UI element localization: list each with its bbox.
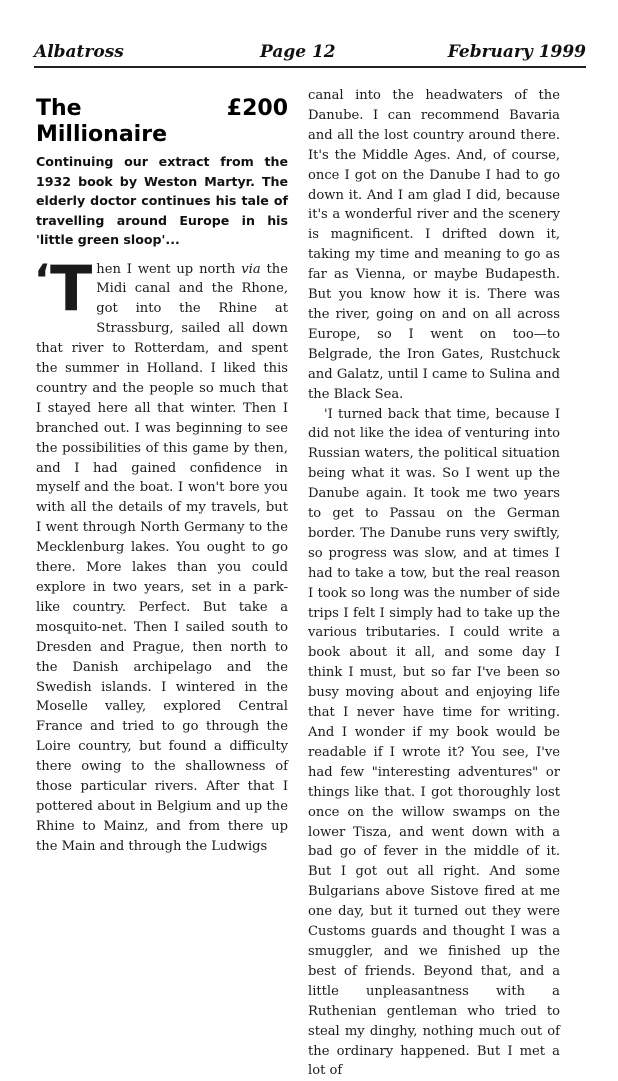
dropcap-letter: T (50, 260, 92, 320)
magazine-name: Albatross (34, 42, 124, 62)
right-column (308, 86, 560, 1081)
body-paragraph-2: 'I turned back that time, because I did not like the idea of venturing into Russian waters, the political situation being what it was. So I went up the Danube again. It took me two years to get to Passau on the German border. The Danube runs very swiftly, so progress was slow, and at times I had to take a tow, but the real reason I took so long was the number of side trips I felt I simply had to take up the various tributaries. I could write a book about it all, and some day I think I must, but so far I've been so busy moving about and enjoying life that I never have time for writing. And I wonder if my book would be readable if I wrote it? You see, I've had few "interesting adventures" or things like that. I got thoroughly lost once on the willow swamps on the lower Tisza, and went down with a bad go of fever in the middle of it. But I got out all right. And some Bulgarians above Sistove fired at me one day, but it turned out they were Customs guards and thought I was a smuggler, and we finished up the best of friends. Beyond that, and a little unpleasantness with a Ruthenian gentleman who tried to steal my dinghy, nothing much out of the ordinary happened. But I met a lot of (308, 405, 560, 1081)
para1-via: via (241, 262, 260, 277)
issue-date: February 1999 (448, 42, 586, 62)
page-header (34, 36, 586, 68)
dropcap-quote: ‘ (34, 260, 50, 306)
para1-start: hen I went up north (96, 262, 241, 277)
para1-rest: the Midi canal and the Rhone, got into the Rhine at Strassburg, sailed all down that river to Rotterdam, and spent the summer in Holland. I liked this country and the people so much that I stayed here all that winter. Then I branched out. I was beginning to see the possibilities of this game by then, and I had gained confidence in myself and the boat. I won't bore you with all the details of my travels, but I went through North Germany to the Mecklenburg lakes. You ought to go there. More lakes than you could explore in two years, set in a park-like country. Perfect. But take a mosquito-net. Then I sailed south to Dresden and Prague, then north to the Danish archipelago and the Swedish islands. I wintered in the Moselle valley, explored Central France and tried to go through the Loire country, but found a difficulty there owing to the shallowness of those particular rivers. After that I pottered about in Belgium and up the Rhine to Mainz, and from there up the Main and through the Ludwigs (36, 262, 288, 854)
page-number: Page 12 (260, 42, 336, 62)
left-column (36, 96, 288, 857)
article-standfirst: Continuing our extract from the 1932 book by Weston Martyr. The elderly doctor continues his tale of travelling around Europe in his 'little green sloop'... (36, 152, 288, 250)
article-title: The £200 Millionaire (36, 96, 288, 148)
para1-continued: canal into the headwaters of the Danube. I can recommend Bavaria and all the lost country around there. It's the Middle Ages. And, of course, once I got on the Danube I had to go down it. And I am glad I did, because it's a wonderful river and the scenery is magnificent. I drifted down it, taking my time and meaning to go as far as Vienna, or maybe Budapesth. But you know how it is. There was the river, going on and on all across Europe, so I went on too—to Belgrade, the Iron Gates, Rustchuck and Galatz, until I came to Sulina and the Black Sea. (308, 86, 560, 405)
body-paragraph-1 (36, 260, 288, 857)
